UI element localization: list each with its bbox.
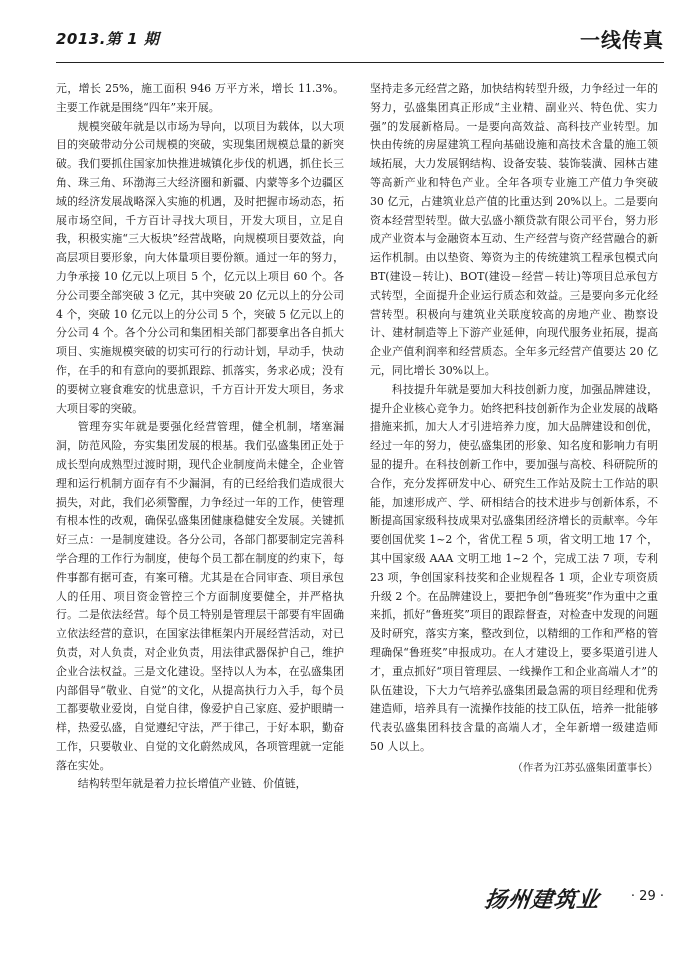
paragraph: 规模突破年就是以市场为导向，以项目为载体，以大项目的突破带动分公司规模的突破，实现集团规模总量的新突破。我们要抓住国家加快推进城镇化步伐的机遇，抓住长三角、珠三角、环渤海三大经济圈和新疆、内蒙等多个边疆区域的经济发展战略深入实施的机遇，及时把握市场动态，拓展市场空间，千方百计寻找大项目，开发大项目，立足自我，积极实施“三大板块”经营战略，向规模项目要效益，向高层项目要形象，向大体量项目要份额。通过一年的努力，力争承接 10 亿元以上项目 5 个，亿元以上项目 60 个。各分公司要全部突破 3 亿元，其中突破 20 亿元以上的分公司 4 个，突破 10 亿元以上的分公司 5 个，突破 5 亿元以上的分公司 4 个。各个分公司和集团相关部门都要拿出各自抓大项目、实施规模突破的切实可行的行动计划，早动手，快动作，在手的和有意向的要抓跟踪、抓落实，务求必成；没有的要树立寝食难安的忧患意识，千方百计开发大项目，务求大项目零的突破。 [56, 119, 344, 415]
issue-label: 2013.第 1 期 [56, 30, 160, 48]
right-column [370, 80, 658, 777]
paragraph: 坚持走多元经营之路，加快结构转型升级，力争经过一年的努力，弘盛集团真正形成“主业精、副业兴、特色优、实力强”的发展新格局。一是要向高效益、高科技产业转型。加快由传统的房屋建筑工程向基础设施和高技术含量的施工领域拓展，大力发展钢结构、设备安装、装饰装潢、园林古建等高新产业和特色产业。全年各项专业施工产值力争突破 30 亿元，占建筑业总产值的比重达到 20%以上。二是要向资本经营型转型。做大弘盛小额贷款有限公司平台，努力形成产业资本与金融资本互动、生产经营与资产经营融合的新运作机制。由以垫资、筹资为主的传统建筑工程承包模式向 BT(建设－转让)、BOT(建设－经营－转让)等项目总承包方式转型，全面提升企业运行质态和效益。三是要向多元化经营转型。积极向与建筑业关联度较高的房地产业、勘察设计、建材制造等上下游产业延伸，向现代服务业拓展，提高企业产值利润率和经营质态。全年多元经营产值要达 20 亿元，同比增长 30%以上。 [370, 82, 658, 377]
paragraph: 管理夯实年就是要强化经营管理，健全机制，堵塞漏洞，防范风险，夯实集团发展的根基。我们弘盛集团正处于成长型向成熟型过渡时期，现代企业制度尚未健全，企业管理和运行机制方面存有不少漏洞，有的已经给我们造成很大损失，对此，我们必须警醒，力争经过一年的工作，使管理有根本性的改观，确保弘盛集团健康稳健安全发展。关键抓好三点：一是制度建设。各分公司，各部门都要制定完善科学合理的工作行为制度，使每个员工都在制度的约束下，每件事都有据可查，有案可稽。尤其是在合同审查、项目承包人的任用、项目资金管控三个方面制度要健全，并严格执行。二是依法经营。每个员工特别是管理层干部要有牢固确立依法经营的意识，在国家法律框架内开展经营活动，对已负责，对人负责，对企业负责，用法律武器保护自己，维护企业合法权益。三是文化建设。坚持以人为本，在弘盛集团内部倡导“敬业、自觉”的文化，从提高执行力入手，每个员工都要敬业爱岗，自觉自律，像爱护自己家庭、爱护眼睛一样，热爱弘盛，自觉遵纪守法，严于律己，于好本职，勤奋工作，只要敬业、自觉的文化蔚然成风，各项管理就一定能落在实处。 [56, 420, 344, 772]
paragraph: 元，增长 25%，施工面积 946 万平方米，增长 11.3%。主要工作就是围绕“四年”来开展。 [56, 82, 344, 114]
paragraph: 结构转型年就是着力拉长增值产业链、价值链， [77, 777, 307, 791]
left-column [56, 80, 344, 794]
page-number: · 29 · [630, 889, 664, 904]
author-attribution: （作者为江苏弘盛集团董事长） [512, 761, 658, 774]
column-title: 一线传真 [580, 28, 664, 52]
magazine-logo: 扬州建筑业 [482, 887, 602, 913]
paragraph: 科技提升年就是要加大科技创新力度，加强品牌建设，提升企业核心竞争力。始终把科技创新作为企业发展的战略措施来抓，加大人才引进培养力度，加大品牌建设和创优，经过一年的努力，使弘盛集团的形象、知名度和影响力有明显的提升。在科技创新工作中，要加强与高校、科研院所的合作，充分发挥研发中心、研究生工作站及院士工作站的职能，加速形成产、学、研相结合的技术进步与创新体系，不断提高国家级科技成果对弘盛集团经济增长的贡献率。今年要创国优奖 1~2 个，省优工程 5 项，省文明工地 17 个，其中国家级 AAA 文明工地 1~2 个，完成工法 7 项，专利 23 项，争创国家科技奖和企业规程各 1 项，企业专项资质升级 2 个。在品牌建设上，要把争创“鲁班奖”作为重中之重来抓，抓好“鲁班奖”项目的跟踪督查，对检查中发现的问题及时研究，落实方案，整改到位，以精细的工作和严格的管理确保“鲁班奖”申报成功。在人才建设上，要多渠道引进人才，重点抓好“项目管理层、一线操作工和企业高端人才”的队伍建设，下大力气培养弘盛集团最急需的项目经理和优秀建造师，培养具有一流操作技能的技工队伍，培养一批能够代表弘盛集团科技含量的高端人才，全年新增一级建造师 50 人以上。 [370, 382, 658, 753]
page-header [56, 20, 664, 63]
page-footer [460, 883, 664, 919]
